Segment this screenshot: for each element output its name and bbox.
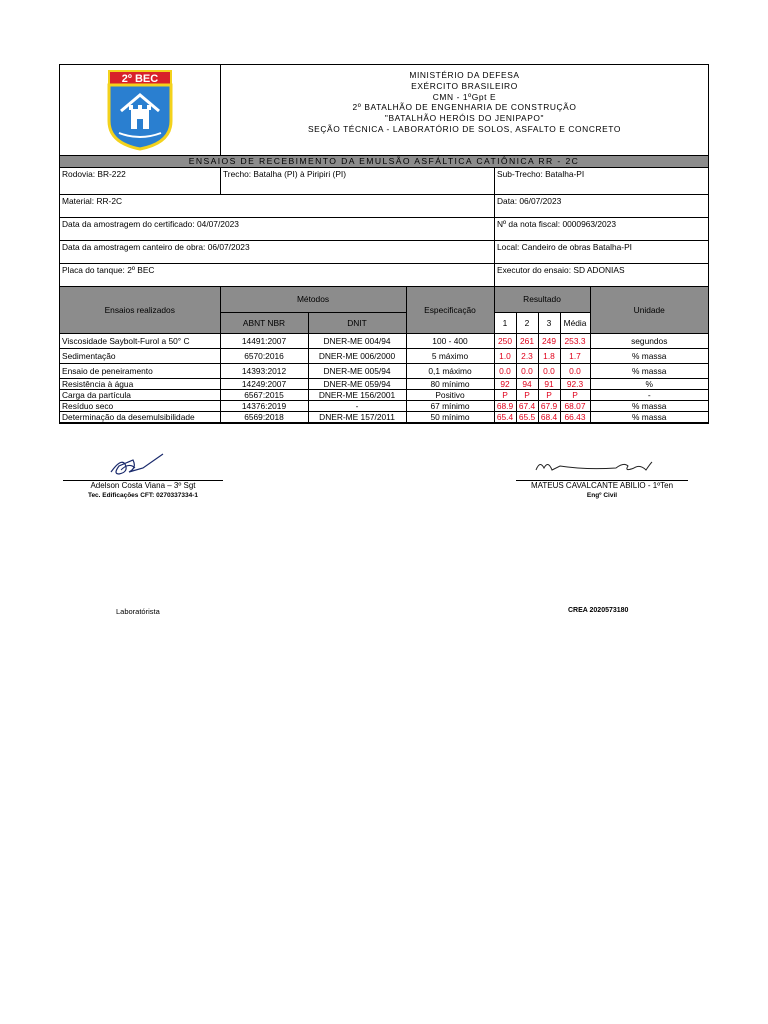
dnit-cell: DNER-ME 156/2001 xyxy=(308,390,406,401)
header-dnit: DNIT xyxy=(308,312,406,333)
data-certificado-field: Data da amostragem do certificado: 04/07/2023 xyxy=(62,219,239,229)
dnit-cell: DNER-ME 005/94 xyxy=(308,364,406,379)
media-cell: 253.3 xyxy=(560,334,590,349)
report-banner: ENSAIOS DE RECEBIMENTO DA EMULSÃO ASFÁLTICA CATIÔNICA RR - 2C xyxy=(60,156,708,168)
result-2-cell: 94 xyxy=(516,379,538,390)
ensaio-cell: Sedimentação xyxy=(60,349,220,364)
left-signer-credential: Tec. Edificações CFT: 0270337334-1 xyxy=(87,492,199,499)
header-r2: 2 xyxy=(516,312,538,333)
report-header xyxy=(60,65,708,156)
footer-laboratorista: Laboratórista xyxy=(116,607,160,616)
info-row-rodovia xyxy=(60,168,708,195)
espec-cell: 0,1 máximo xyxy=(406,364,494,379)
espec-cell: 50 mínimo xyxy=(406,412,494,423)
header-unidade: Unidade xyxy=(590,287,708,334)
header-r3: 3 xyxy=(538,312,560,333)
left-signature-block xyxy=(63,448,223,499)
result-3-cell: 68.4 xyxy=(538,412,560,423)
abnt-cell: 14249:2007 xyxy=(220,379,308,390)
header-r1: 1 xyxy=(494,312,516,333)
result-1-cell: P xyxy=(494,390,516,401)
media-cell: 92.3 xyxy=(560,379,590,390)
abnt-cell: 14376:2019 xyxy=(220,401,308,412)
results-table xyxy=(60,287,708,423)
ensaio-cell: Determinação da desemulsibilidade xyxy=(60,412,220,423)
unidade-cell: % massa xyxy=(590,349,708,364)
table-row xyxy=(60,379,708,390)
header-ensaios: Ensaios realizados xyxy=(60,287,220,334)
table-row xyxy=(60,364,708,379)
result-2-cell: 65.5 xyxy=(516,412,538,423)
abnt-cell: 6570:2016 xyxy=(220,349,308,364)
executor-field: Executor do ensaio: SD ADONIAS xyxy=(494,264,708,286)
unidade-cell: - xyxy=(590,390,708,401)
info-row-canteiro xyxy=(60,241,708,264)
espec-cell: 100 - 400 xyxy=(406,334,494,349)
unidade-cell: segundos xyxy=(590,334,708,349)
header-line-herois: "BATALHÃO HERÓIS DO JENIPAPO" xyxy=(384,113,545,124)
table-row xyxy=(60,390,708,401)
espec-cell: Positivo xyxy=(406,390,494,401)
result-1-cell: 0.0 xyxy=(494,364,516,379)
header-resultado: Resultado xyxy=(494,287,590,312)
logo-text: 2º BEC xyxy=(121,73,159,85)
result-2-cell: 2.3 xyxy=(516,349,538,364)
result-1-cell: 68.9 xyxy=(494,401,516,412)
abnt-cell: 6569:2018 xyxy=(220,412,308,423)
header-line-ministerio: MINISTÉRIO DA DEFESA xyxy=(409,70,520,80)
right-signer-credential: Engº Civil xyxy=(586,492,618,499)
ensaio-cell: Resíduo seco xyxy=(60,401,220,412)
trecho-field: Trecho: Batalha (PI) à Piripiri (PI) xyxy=(220,168,494,194)
info-row-certificado xyxy=(60,218,708,241)
header-line-cmn: CMN - 1ºGpt E xyxy=(432,91,497,102)
unidade-cell: % massa xyxy=(590,412,708,423)
header-metodos: Métodos xyxy=(220,287,406,312)
abnt-cell: 14491:2007 xyxy=(220,334,308,349)
header-abnt: ABNT NBR xyxy=(220,312,308,333)
result-3-cell: 91 xyxy=(538,379,560,390)
result-2-cell: 67.4 xyxy=(516,401,538,412)
table-row xyxy=(60,412,708,423)
header-line-exercito: EXÉRCITO BRASILEIRO xyxy=(411,80,518,91)
header-media: Média xyxy=(560,312,590,333)
footer-crea: CREA 2020573180 xyxy=(568,607,629,614)
espec-cell: 80 mínimo xyxy=(406,379,494,390)
media-cell: 1.7 xyxy=(560,349,590,364)
left-signer-name: Adelson Costa Viana – 3º Sgt xyxy=(90,481,196,490)
dnit-cell: DNER-ME 157/2011 xyxy=(308,412,406,423)
material-field: Material: RR-2C xyxy=(62,196,123,206)
report-sheet xyxy=(59,64,709,424)
result-2-cell: 261 xyxy=(516,334,538,349)
unidade-cell: % xyxy=(590,379,708,390)
result-3-cell: 249 xyxy=(538,334,560,349)
subtrecho-field: Sub-Trecho: Batalha-PI xyxy=(494,168,708,194)
info-row-placa xyxy=(60,264,708,287)
result-3-cell: P xyxy=(538,390,560,401)
ensaio-cell: Carga da partícula xyxy=(60,390,220,401)
right-signer-name: MATEUS CAVALCANTE ABILIO - 1ºTen xyxy=(530,481,674,490)
data-canteiro-field: Data da amostragem canteiro de obra: 06/07/2023 xyxy=(62,242,250,252)
result-2-cell: 0.0 xyxy=(516,364,538,379)
dnit-cell: DNER-ME 006/2000 xyxy=(308,349,406,364)
header-line-batalhao: 2º BATALHÃO DE ENGENHARIA DE CONSTRUÇÃO xyxy=(352,102,577,113)
data-field: Data: 06/07/2023 xyxy=(494,195,708,217)
result-1-cell: 65.4 xyxy=(494,412,516,423)
placa-field: Placa do tanque: 2º BEC xyxy=(62,265,155,275)
ensaio-cell: Ensaio de peneiramento xyxy=(60,364,220,379)
abnt-cell: 14393:2012 xyxy=(220,364,308,379)
media-cell: 0.0 xyxy=(560,364,590,379)
left-signature-scribble xyxy=(63,448,223,478)
media-cell: 66.43 xyxy=(560,412,590,423)
espec-cell: 5 máximo xyxy=(406,349,494,364)
right-signature-block xyxy=(516,448,688,499)
result-2-cell: P xyxy=(516,390,538,401)
dnit-cell: DNER-ME 004/94 xyxy=(308,334,406,349)
unidade-cell: % massa xyxy=(590,364,708,379)
media-cell: 68.07 xyxy=(560,401,590,412)
table-row xyxy=(60,349,708,364)
result-3-cell: 1.8 xyxy=(538,349,560,364)
local-field: Local: Candeiro de obras Batalha-PI xyxy=(494,241,708,263)
header-line-secao: SEÇÃO TÉCNICA - LABORATÓRIO DE SOLOS, ASFALTO E CONCRETO xyxy=(308,123,621,134)
bec-shield-logo xyxy=(107,69,173,151)
ensaio-cell: Resistência à água xyxy=(60,379,220,390)
dnit-cell: DNER-ME 059/94 xyxy=(308,379,406,390)
logo-cell xyxy=(60,65,221,155)
media-cell: P xyxy=(560,390,590,401)
rodovia-field: Rodovia: BR-222 xyxy=(62,169,126,179)
dnit-cell: - xyxy=(308,401,406,412)
table-row xyxy=(60,334,708,349)
result-1-cell: 92 xyxy=(494,379,516,390)
result-3-cell: 0.0 xyxy=(538,364,560,379)
abnt-cell: 6567:2015 xyxy=(220,390,308,401)
table-row xyxy=(60,401,708,412)
nota-fiscal-field: Nº da nota fiscal: 0000963/2023 xyxy=(494,218,708,240)
unidade-cell: % massa xyxy=(590,401,708,412)
result-1-cell: 250 xyxy=(494,334,516,349)
result-1-cell: 1.0 xyxy=(494,349,516,364)
ensaio-cell: Viscosidade Saybolt-Furol a 50° C xyxy=(60,334,220,349)
espec-cell: 67 mínimo xyxy=(406,401,494,412)
result-3-cell: 67.9 xyxy=(538,401,560,412)
right-signature-scribble xyxy=(516,448,688,478)
info-row-material xyxy=(60,195,708,218)
header-especificacao: Especificação xyxy=(406,287,494,334)
header-text xyxy=(221,65,708,155)
